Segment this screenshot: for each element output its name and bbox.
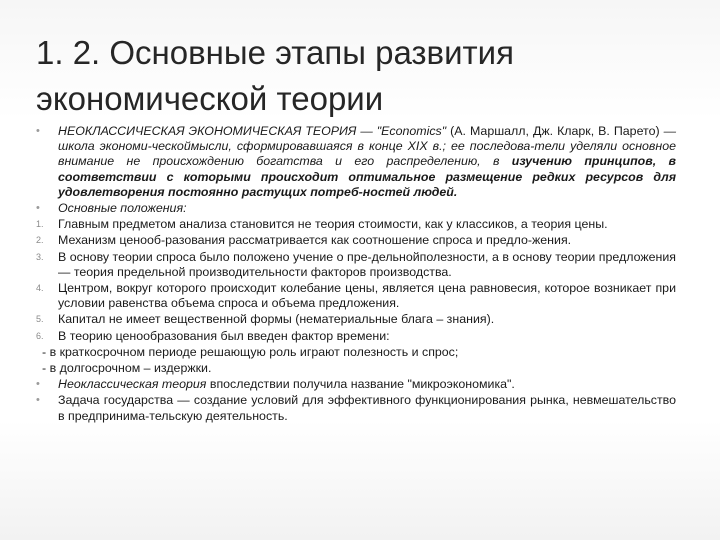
intro-text: — школа экономи-ческоймысли, сформировавшаяся в конце XIX в.; ее последова-тели уделяли основное внимание не происхождению богатства и его распределению, в [58, 124, 676, 169]
intro-economics: "Economics" [376, 124, 447, 138]
list-item-text: Капитал не имеет вещественной формы (нематериальные блага – знания). [58, 312, 495, 327]
intro-dash: — [356, 124, 377, 138]
bullet-icon: • [36, 394, 40, 407]
slide-title: 1. 2. Основные этапы развития экономической теории [36, 34, 514, 117]
list-item-text: В основу теории спроса было положено учение о пре-дельнойполезности, а в основу теории предложения — теория предельной производительности факторов производства. [58, 249, 676, 279]
positions-heading-text: Основные положения: [58, 201, 187, 216]
list-item-text: Главным предметом анализа становится не теория стоимости, как у классиков, а теория цены. [58, 217, 608, 232]
list-item-text: Механизм ценооб-разования рассматривается как соотношение спроса и предло-жения. [58, 233, 572, 248]
list-item [36, 281, 676, 311]
list-item [36, 312, 676, 327]
list-number: 3. [36, 251, 44, 262]
list-item-text: Центром, вокруг которого происходит колебание цены, является цена равновесия, которое возникает при условии равенства объема спроса и объема предложения. [58, 281, 676, 311]
list-item [36, 329, 676, 344]
later-name-italic: Неоклассическая теория [58, 377, 207, 392]
list-item [36, 233, 676, 248]
list-number: 6. [36, 330, 44, 341]
later-name-text: впоследствии получила название "микроэкономика". [206, 377, 515, 392]
list-number: 4. [36, 283, 44, 294]
list-item [36, 250, 676, 280]
state-task-text: Задача государства — создание условий для эффективного функционирования рынка, невмешательство в предпринима-тельскую деятельность. [58, 393, 676, 423]
bullet-icon: • [36, 378, 40, 391]
list-number: 2. [36, 235, 44, 246]
intro-authors: (А. Маршалл, Дж. Кларк, В. Парето) [446, 124, 664, 138]
later-name-paragraph [36, 377, 676, 392]
intro-bold-text: изучению принципов, в соответствии с которыми происходит оптимальное размещение редких ресурсов для удовлетворения постоянно растущих потреб-ностей людей. [58, 154, 677, 199]
bullet-icon: • [36, 125, 40, 137]
state-task-paragraph [36, 393, 676, 423]
positions-heading [36, 201, 676, 216]
list-item-text: В теорию ценообразования был введен фактор времени: [58, 328, 390, 343]
dash-line: - в краткосрочном периоде решающую роль играют полезность и спрос; [42, 344, 459, 359]
list-number: 5. [36, 314, 44, 325]
slide-body [36, 124, 676, 425]
intro-heading: НЕОКЛАССИЧЕСКАЯ ЭКОНОМИЧЕСКАЯ ТЕОРИЯ [58, 124, 357, 138]
list-number: 1. [36, 219, 44, 230]
bullet-icon: • [36, 202, 40, 215]
intro-paragraph [36, 124, 676, 200]
dash-line: - в долгосрочном – издержки. [42, 361, 212, 376]
list-item [36, 217, 676, 232]
